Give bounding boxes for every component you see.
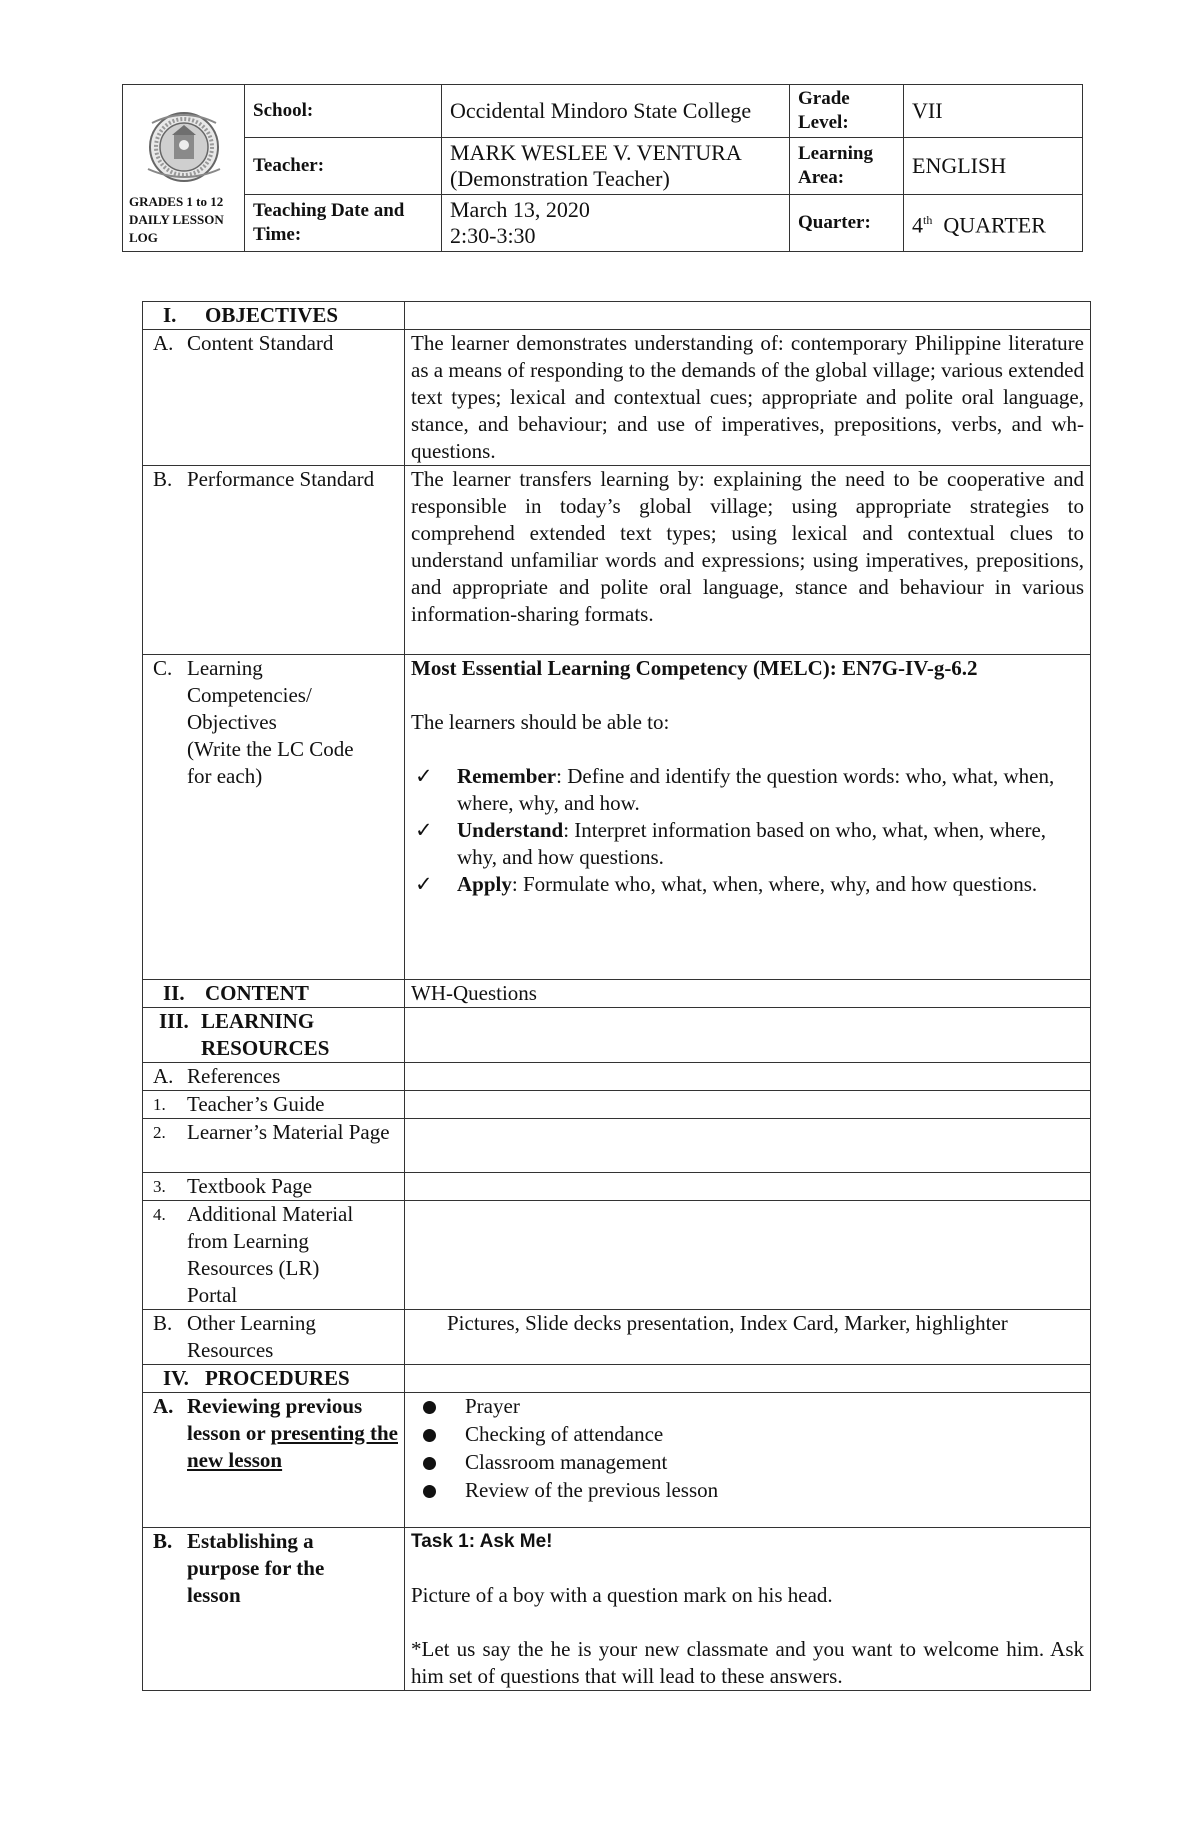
task-line-2: *Let us say the he is your new classmate and you want to welcome him. Ask him set of questions that will lead to these answers. xyxy=(411,1637,1084,1688)
objective-item-understand xyxy=(411,817,1084,871)
teacher-value xyxy=(442,138,790,195)
check-icon: ✓ xyxy=(415,764,433,788)
grade-label: Grade Level: xyxy=(790,85,904,138)
item-num: 4. xyxy=(153,1205,166,1224)
bullet-icon xyxy=(423,1401,436,1414)
item-label: Teacher’s Guide xyxy=(187,1092,325,1116)
grade-value: VII xyxy=(904,85,1083,138)
competencies-intro: The learners should be able to: xyxy=(411,710,670,734)
bullet-icon xyxy=(423,1485,436,1498)
references-row xyxy=(143,1063,1091,1091)
check-icon: ✓ xyxy=(415,872,433,896)
other-resources-value: Pictures, Slide decks presentation, Index Card, Marker, highlighter xyxy=(405,1310,1091,1365)
bullet-text: Prayer xyxy=(465,1394,520,1418)
content-title: CONTENT xyxy=(205,981,309,1005)
area-value: ENGLISH xyxy=(904,138,1083,195)
melc-code: Most Essential Learning Competency (MELC): EN7G-IV-g-6.2 xyxy=(411,656,978,680)
deped-logo-cell xyxy=(123,85,245,252)
objective-text: : Define and identify the question words: who, what, when, where, why, and how. xyxy=(457,764,1055,815)
item-label: Learner’s Material Page xyxy=(187,1120,390,1144)
procedure-a-row xyxy=(143,1393,1091,1528)
objective-item-apply xyxy=(411,871,1084,898)
item-label: Additional Material from Learning Resources (LR) Portal xyxy=(187,1202,354,1307)
objective-level: Understand xyxy=(457,818,564,842)
other-resources-label: Other Learning Resources xyxy=(187,1311,316,1362)
bullet-text: Checking of attendance xyxy=(465,1422,664,1446)
task-title: Task 1: Ask Me! xyxy=(411,1531,553,1552)
performance-standard-row xyxy=(143,466,1091,655)
competencies-label xyxy=(187,655,398,790)
school-value: Occidental Mindoro State College xyxy=(442,85,790,138)
learners-material-row xyxy=(143,1119,1091,1173)
date-value: March 13, 2020 xyxy=(450,197,590,222)
content-standard-label: Content Standard xyxy=(187,331,334,355)
lesson-table xyxy=(142,301,1091,1691)
procedure-a-letter: A. xyxy=(153,1394,174,1418)
competencies-label-line: Objectives xyxy=(187,710,277,734)
resources-row xyxy=(143,1008,1091,1063)
content-num: II. xyxy=(163,981,185,1005)
area-label: Learning Area: xyxy=(790,138,904,195)
content-standard-text: The learner demonstrates understanding of: contemporary Philippine literature as a means of responding to the demands of the global village; various extended text types; lexical and contextual cues; appropriate and polite oral language, stance, and behaviour; and use of imperatives, prepositions, verbs, and wh-questions. xyxy=(405,330,1091,466)
procedure-a-label: Reviewing previous lesson or xyxy=(187,1394,363,1445)
bullet-item xyxy=(411,1477,1084,1505)
teacher-label: Teacher: xyxy=(245,138,442,195)
deped-seal-icon xyxy=(130,111,238,183)
competencies-label-line: Competencies/ xyxy=(187,683,312,707)
performance-standard-text: The learner transfers learning by: explaining the need to be cooperative and responsible in today’s global village; using appropriate strategies to comprehend extended text types; using lexical and contextual clues to understand unfamiliar words and expressions; using imperatives, prepositions, and appropriate and polite oral language, stance and behaviour in various information-sharing formats. xyxy=(405,466,1091,655)
bullet-icon xyxy=(423,1429,436,1442)
quarter-num: 4 xyxy=(912,212,923,238)
quarter-label: Quarter: xyxy=(790,195,904,252)
procedure-b-label: Establishing a purpose for the lesson xyxy=(187,1529,325,1607)
content-value: WH-Questions xyxy=(405,980,1091,1008)
school-label: School: xyxy=(245,85,442,138)
competencies-label-line: for each) xyxy=(187,764,263,788)
resources-title: LEARNING xyxy=(201,1009,315,1033)
item-num: 2. xyxy=(153,1123,166,1142)
header-table xyxy=(122,84,1083,252)
objectives-row xyxy=(143,302,1091,330)
objectives-num: I. xyxy=(163,303,177,327)
bullet-text: Review of the previous lesson xyxy=(465,1478,719,1502)
objective-text: : Interpret information based on who, what, when, where, why, and how questions. xyxy=(457,818,1047,869)
textbook-page-row xyxy=(143,1173,1091,1201)
performance-standard-label: Performance Standard xyxy=(187,467,375,491)
references-letter: A. xyxy=(153,1064,174,1088)
teachers-guide-row xyxy=(143,1091,1091,1119)
content-standard-letter: A. xyxy=(153,331,174,355)
teacher-name: MARK WESLEE V. VENTURA xyxy=(450,140,742,165)
resources-title: RESOURCES xyxy=(201,1036,330,1060)
objectives-title: OBJECTIVES xyxy=(205,303,339,327)
procedures-row xyxy=(143,1365,1091,1393)
item-label: Textbook Page xyxy=(187,1174,313,1198)
procedure-b-letter: B. xyxy=(153,1529,173,1553)
performance-standard-letter: B. xyxy=(153,467,173,491)
objective-level: Apply xyxy=(457,872,512,896)
bullet-item xyxy=(411,1421,1084,1449)
bullet-text: Classroom management xyxy=(465,1450,668,1474)
item-num: 3. xyxy=(153,1177,166,1196)
procedures-title: PROCEDURES xyxy=(205,1366,350,1390)
objective-text: : Formulate who, what, when, where, why, and how questions. xyxy=(511,872,1038,896)
teacher-role: (Demonstration Teacher) xyxy=(450,166,670,191)
objective-level: Remember xyxy=(457,764,557,788)
time-value: 2:30-3:30 xyxy=(450,223,536,248)
content-standard-row xyxy=(143,330,1091,466)
procedure-a-label-underlined: presenting the new lesson xyxy=(187,1421,398,1472)
bullet-item xyxy=(411,1393,1084,1421)
item-num: 1. xyxy=(153,1095,166,1114)
competencies-label-line: (Write the LC Code xyxy=(187,737,354,761)
competencies-letter: C. xyxy=(153,656,173,680)
procedures-num: IV. xyxy=(163,1366,189,1390)
other-resources-row xyxy=(143,1310,1091,1365)
task-line-1: Picture of a boy with a question mark on his head. xyxy=(411,1583,833,1607)
quarter-value xyxy=(904,195,1083,252)
bullet-icon xyxy=(423,1457,436,1470)
content-row xyxy=(143,980,1091,1008)
additional-material-row xyxy=(143,1201,1091,1310)
bullet-item xyxy=(411,1449,1084,1477)
procedure-b-row xyxy=(143,1528,1091,1691)
competencies-label-line: Learning xyxy=(187,656,263,680)
resources-num: III. xyxy=(159,1009,189,1033)
references-label: References xyxy=(187,1064,281,1088)
log-title: GRADES 1 to 12 DAILY LESSON LOG xyxy=(129,194,224,245)
objective-item-remember xyxy=(411,763,1084,817)
other-resources-letter: B. xyxy=(153,1311,173,1335)
check-icon: ✓ xyxy=(415,818,433,842)
date-label: Teaching Date and Time: xyxy=(245,195,442,252)
date-time-value xyxy=(442,195,790,252)
quarter-sup: th xyxy=(923,213,933,228)
competencies-row xyxy=(143,655,1091,980)
quarter-word: QUARTER xyxy=(943,212,1046,238)
